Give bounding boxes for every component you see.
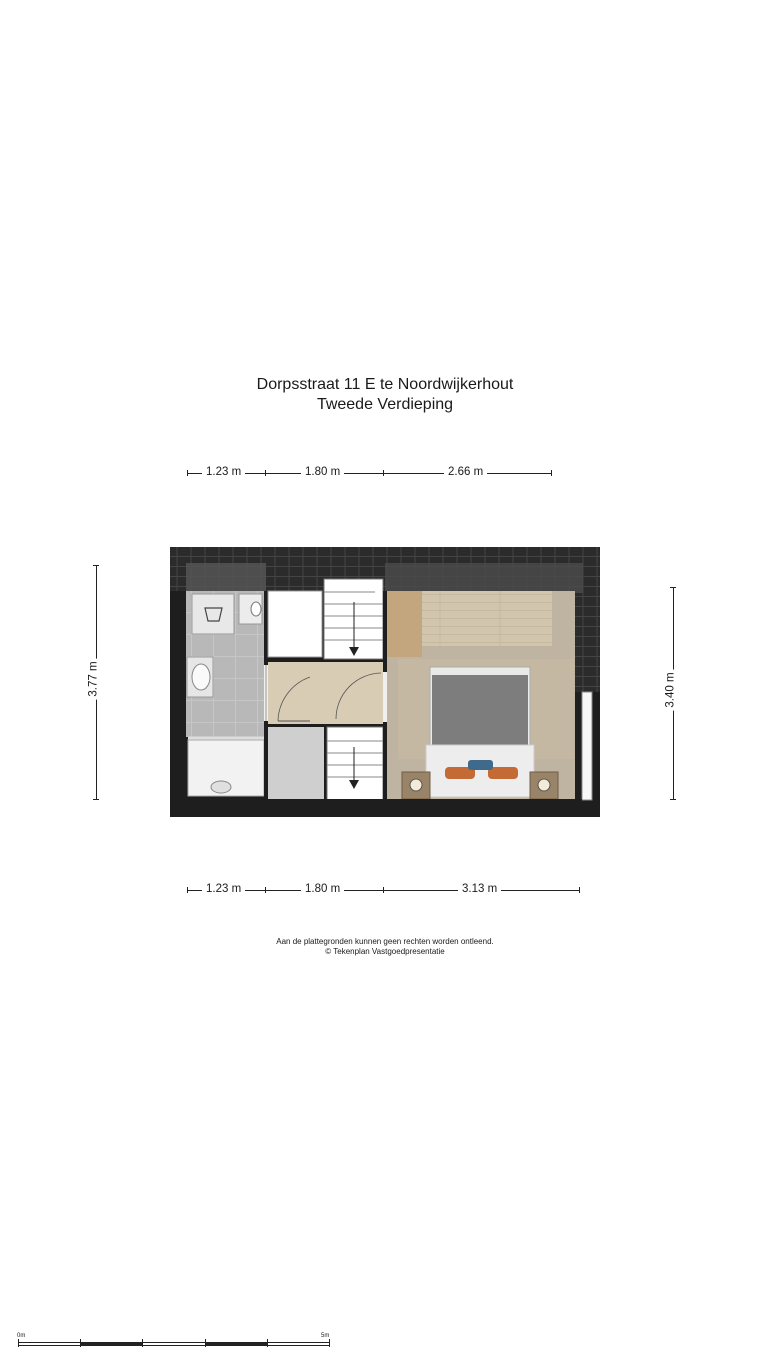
plan-subtitle: Tweede Verdieping	[316, 396, 454, 413]
scale-start-label: 0m	[17, 1333, 26, 1339]
bottom-dimension-bathroom: 1.23 m	[202, 883, 245, 895]
scale-end-label: 5m	[321, 1333, 330, 1339]
plan-title: Dorpsstraat 11 E te Noordwijkerhout	[256, 376, 514, 393]
top-dimension-hall: 1.80 m	[301, 466, 344, 478]
bedroom-cabinet	[387, 591, 422, 657]
bottom-dimension-bedroom: 3.13 m	[458, 883, 501, 895]
bottom-dimension-hall: 1.80 m	[301, 883, 344, 895]
bedroom-rug-top	[422, 591, 552, 646]
top-dimension-bedroom: 2.66 m	[444, 466, 487, 478]
hall-floor	[268, 662, 383, 724]
left-dimension-label: 3.77 m	[88, 658, 100, 699]
pillow-blue	[468, 760, 493, 770]
disclaimer-text: Aan de plattegronden kunnen geen rechten worden ontleend.	[276, 937, 494, 946]
stairs-lower	[327, 727, 383, 800]
copyright-text: © Tekenplan Vastgoedpresentatie	[325, 947, 445, 956]
top-dimension-bathroom: 1.23 m	[202, 466, 245, 478]
washing-machine	[192, 594, 234, 634]
storage-floor	[268, 727, 324, 799]
stairs-upper	[324, 579, 383, 659]
floor-plan	[170, 547, 600, 817]
bed-cover	[432, 675, 528, 747]
right-dimension-label: 3.40 m	[665, 669, 677, 710]
pillow-right	[488, 767, 518, 779]
bed	[426, 667, 534, 797]
closet	[268, 591, 322, 657]
window-right	[582, 692, 592, 800]
